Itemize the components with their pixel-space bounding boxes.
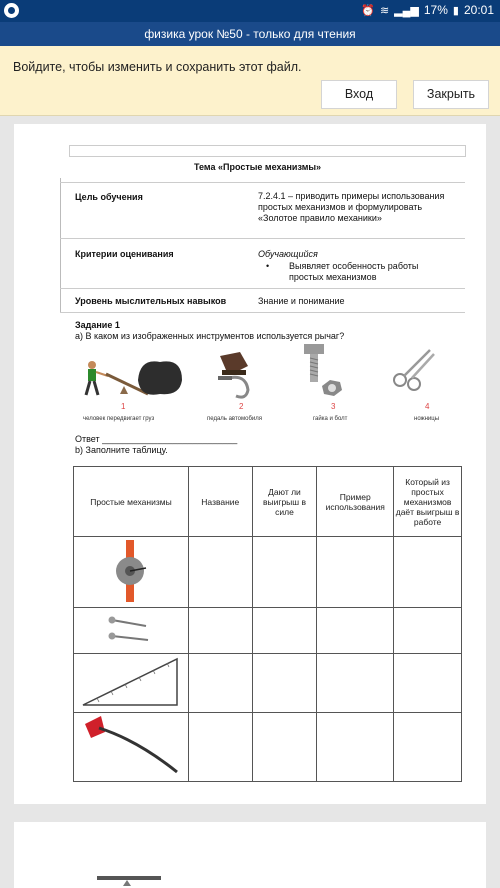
table-cell[interactable] bbox=[394, 713, 462, 782]
answer-line: Ответ ___________________________ bbox=[75, 434, 238, 444]
mechanisms-table bbox=[73, 466, 462, 782]
status-bar bbox=[0, 0, 500, 22]
alarm-icon: ⏰ bbox=[361, 4, 375, 17]
header-cell-name: Название bbox=[188, 467, 252, 537]
table-row bbox=[74, 537, 462, 608]
task-title: Задание 1 bbox=[75, 320, 120, 330]
inclined-plane-image bbox=[77, 655, 185, 709]
table-header-row bbox=[74, 467, 462, 537]
table-row bbox=[74, 713, 462, 782]
divider bbox=[60, 182, 465, 183]
table-cell[interactable] bbox=[188, 608, 252, 654]
table-cell[interactable] bbox=[394, 537, 462, 608]
item-number-1: 1 bbox=[121, 402, 126, 411]
item-number-4: 4 bbox=[425, 402, 430, 411]
document-page-2 bbox=[14, 822, 486, 888]
header-box bbox=[69, 145, 466, 157]
document-title: физика урок №50 - только для чтения bbox=[0, 22, 500, 46]
table-cell[interactable] bbox=[252, 654, 317, 713]
car-pedal-image bbox=[210, 348, 260, 403]
task-question-a: a) В каком из изображенных инструментов используется рычаг? bbox=[75, 331, 345, 341]
item-number-3: 3 bbox=[331, 402, 336, 411]
bolt-nut-image bbox=[300, 342, 350, 400]
login-button[interactable]: Вход bbox=[321, 80, 397, 109]
wifi-icon: ≋ bbox=[379, 4, 390, 17]
item-number-2: 2 bbox=[239, 402, 244, 411]
goal-value: 7.2.4.1 – приводить примеры использования простых механизмов и формулировать «Золотое правило механики» bbox=[258, 191, 445, 223]
header-cell-mechanisms: Простые механизмы bbox=[74, 467, 189, 537]
table-cell[interactable] bbox=[188, 537, 252, 608]
mechanism-cell bbox=[74, 654, 189, 713]
table-cell[interactable] bbox=[188, 654, 252, 713]
criteria-who: Обучающийся bbox=[258, 249, 318, 259]
table-row bbox=[74, 608, 462, 654]
divider bbox=[60, 178, 61, 313]
item-caption-4: ножницы bbox=[414, 416, 440, 422]
goal-label: Цель обучения bbox=[75, 192, 143, 202]
item-caption-1: человек передвигает груз bbox=[83, 416, 155, 422]
signal-icon: ▂▄▆ bbox=[394, 4, 419, 17]
divider bbox=[60, 288, 465, 289]
header-cell-work: Который из простых механизмов даёт выигрыш в работе bbox=[394, 467, 462, 537]
bullet-icon: • bbox=[266, 261, 270, 271]
divider bbox=[60, 238, 465, 239]
battery-icon: ▮ bbox=[452, 4, 459, 17]
header-cell-force: Дают ли выигрыш в силе bbox=[252, 467, 317, 537]
criteria-item: • Выявляет особенность работы простых механизмов bbox=[266, 261, 419, 282]
header-cell-example: Пример использования bbox=[317, 467, 394, 537]
next-page-figure bbox=[95, 872, 165, 886]
table-cell[interactable] bbox=[394, 608, 462, 654]
banner-message: Войдите, чтобы изменить и сохранить этот файл. bbox=[13, 60, 302, 74]
battery-level: 17% bbox=[423, 3, 448, 17]
table-cell[interactable] bbox=[317, 608, 394, 654]
divider bbox=[60, 312, 465, 313]
clock: 20:01 bbox=[463, 3, 494, 17]
pulley-image bbox=[106, 538, 156, 604]
table-cell[interactable] bbox=[394, 654, 462, 713]
screws-image bbox=[106, 612, 156, 648]
lever-person-image bbox=[80, 350, 190, 405]
scissors-image bbox=[390, 344, 440, 394]
app-icon bbox=[4, 3, 19, 18]
mechanism-cell bbox=[74, 608, 189, 654]
table-cell[interactable] bbox=[317, 537, 394, 608]
table-cell[interactable] bbox=[252, 537, 317, 608]
table-row bbox=[74, 654, 462, 713]
item-caption-3: гайка и болт bbox=[313, 416, 348, 422]
mechanism-cell bbox=[74, 537, 189, 608]
table-cell[interactable] bbox=[188, 713, 252, 782]
level-label: Уровень мыслительных навыков bbox=[75, 296, 227, 306]
table-cell[interactable] bbox=[252, 608, 317, 654]
level-value: Знание и понимание bbox=[258, 296, 345, 306]
close-button[interactable]: Закрыть bbox=[413, 80, 489, 109]
mechanism-cell bbox=[74, 713, 189, 782]
table-cell[interactable] bbox=[317, 654, 394, 713]
task-question-b: b) Заполните таблицу. bbox=[75, 445, 168, 455]
axe-image bbox=[77, 714, 185, 778]
table-cell[interactable] bbox=[252, 713, 317, 782]
table-cell[interactable] bbox=[317, 713, 394, 782]
criteria-label: Критерии оценивания bbox=[75, 249, 174, 259]
item-caption-2: педаль автомобиля bbox=[207, 416, 262, 422]
lesson-topic: Тема «Простые механизмы» bbox=[194, 162, 322, 172]
